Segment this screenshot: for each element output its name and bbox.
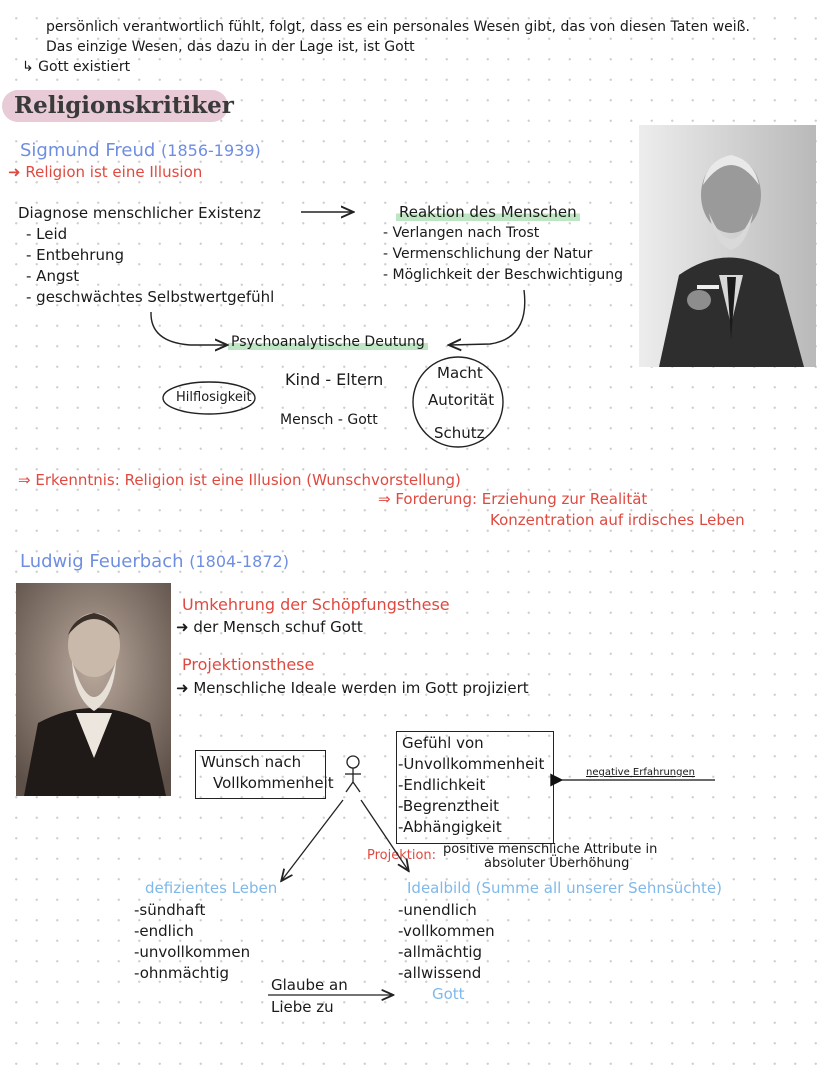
arrow-to-defizient xyxy=(282,800,343,880)
forderung: ⇒ Forderung: Erziehung zur Realität xyxy=(378,490,648,508)
idealbild-item: -allwissend xyxy=(398,964,482,982)
autoritaet: Autorität xyxy=(428,391,495,409)
defizient-item: -sündhaft xyxy=(134,901,206,919)
wunsch-line-2: Vollkommenheit xyxy=(213,774,334,792)
projektion-title: Projektionsthese xyxy=(182,655,315,674)
freud-years: (1856-1939) xyxy=(161,141,261,160)
idealbild-item: -unendlich xyxy=(398,901,477,919)
diagnose-item: - Entbehrung xyxy=(26,246,125,264)
section-title: Religionskritiker xyxy=(2,90,228,122)
freud-name-text: Sigmund Freud xyxy=(20,140,156,161)
wunsch-line-1: Wunsch nach xyxy=(201,753,302,771)
diagnose-item: - Angst xyxy=(26,267,80,285)
arrow-to-deutung-right xyxy=(450,290,525,345)
gefuehl-item: -Unvollkommenheit xyxy=(398,755,545,773)
schutz: Schutz xyxy=(434,424,485,442)
arrow-to-idealbild xyxy=(361,800,408,870)
hilflosigkeit-ellipse xyxy=(163,382,255,414)
gefuehl-item: -Abhängigkeit xyxy=(398,818,502,836)
idealbild-title: Idealbild (Summe all unserer Sehnsüchte) xyxy=(407,879,722,897)
macht: Macht xyxy=(437,364,483,382)
gefuehl-item: -Begrenztheit xyxy=(398,797,500,815)
projektion-desc-2: absoluter Überhöhung xyxy=(484,856,630,871)
gefuehl-item: -Endlichkeit xyxy=(398,776,486,794)
reaktion-item: - Verlangen nach Trost xyxy=(383,225,540,241)
defizient-title: defizientes Leben xyxy=(145,879,278,897)
diagnose-title: Diagnose menschlicher Existenz xyxy=(18,204,261,222)
mensch-gott: Mensch - Gott xyxy=(280,412,378,428)
reaktion-title: Reaktion des Menschen xyxy=(396,204,580,221)
freud-thesis: ➜ Religion ist eine Illusion xyxy=(8,163,203,181)
gott-label: Gott xyxy=(432,985,465,1003)
umkehrung-title: Umkehrung der Schöpfungsthese xyxy=(182,595,450,614)
psychoanalytische-deutung: Psychoanalytische Deutung xyxy=(228,335,428,350)
intro-line-3: ↳ Gott existiert xyxy=(22,59,131,75)
konzentration: Konzentration auf irdisches Leben xyxy=(490,511,745,529)
kind-eltern: Kind - Eltern xyxy=(285,370,384,389)
erkenntnis: ⇒ Erkenntnis: Religion ist eine Illusion (Wunschvorstellung) xyxy=(18,471,461,489)
umkehrung-text: ➜ der Mensch schuf Gott xyxy=(176,618,363,636)
stick-figure-icon xyxy=(345,756,361,792)
feuerbach-name-text: Ludwig Feuerbach xyxy=(20,551,184,572)
defizient-item: -unvollkommen xyxy=(134,943,251,961)
diagnose-item: - Leid xyxy=(26,225,68,243)
liebe-zu: Liebe zu xyxy=(271,998,334,1016)
glaube-an: Glaube an xyxy=(271,976,348,994)
idealbild-item: -vollkommen xyxy=(398,922,495,940)
negative-erfahrungen: negative Erfahrungen xyxy=(586,767,695,778)
projektion-desc-1: positive menschliche Attribute in xyxy=(443,842,658,857)
intro-line-2: Das einzige Wesen, das dazu in der Lage ist, ist Gott xyxy=(46,39,415,55)
arrow-to-deutung-left xyxy=(151,312,226,345)
gefuehl-title: Gefühl von xyxy=(402,734,484,752)
reaktion-item: - Möglichkeit der Beschwichtigung xyxy=(383,267,624,283)
reaktion-item: - Vermenschlichung der Natur xyxy=(383,246,593,262)
feuerbach-years: (1804-1872) xyxy=(189,552,289,571)
idealbild-item: -allmächtig xyxy=(398,943,483,961)
intro-line-1: persönlich verantwortlich fühlt, folgt, dass es ein personales Wesen gibt, das von diesen Taten weiß. xyxy=(46,19,750,35)
projektion-text: ➜ Menschliche Ideale werden im Gott projiziert xyxy=(176,679,529,697)
projektion-label: Projektion: xyxy=(367,848,437,863)
hilflosigkeit: Hilflosigkeit xyxy=(176,390,252,405)
diagnose-item: - geschwächtes Selbstwertgefühl xyxy=(26,288,275,306)
defizient-item: -ohnmächtig xyxy=(134,964,230,982)
defizient-item: -endlich xyxy=(134,922,194,940)
macht-circle xyxy=(413,357,503,447)
